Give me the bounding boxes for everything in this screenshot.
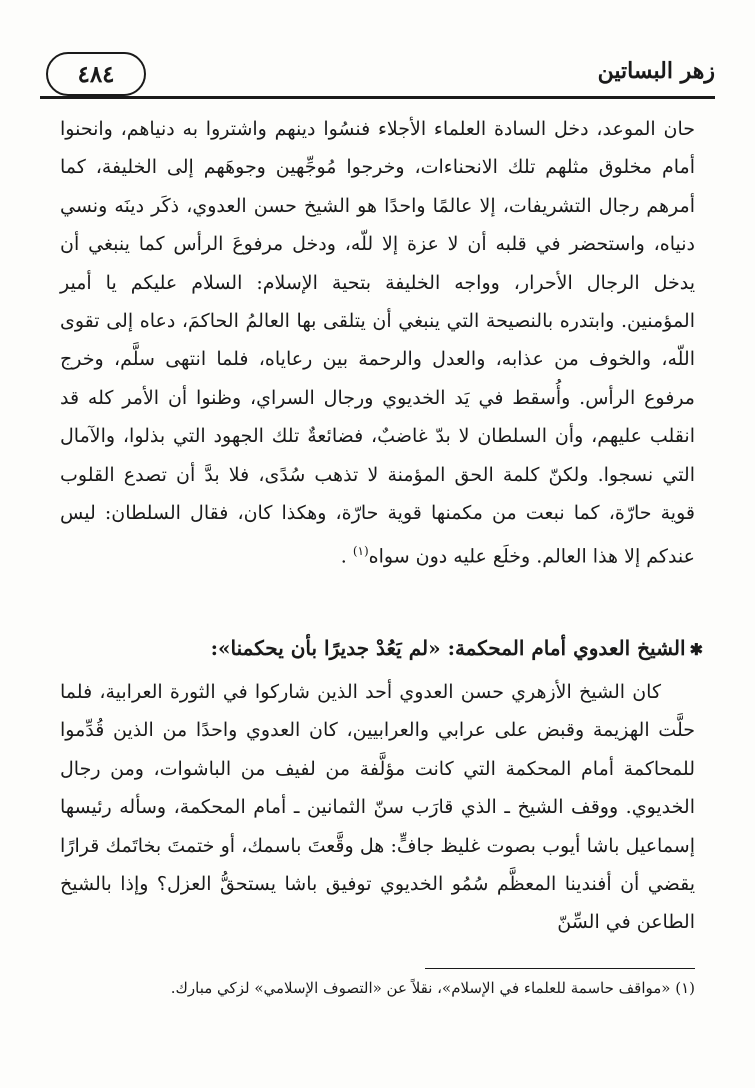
footnote-reference: (١)	[352, 544, 369, 559]
page-header	[40, 52, 715, 100]
section-heading	[60, 628, 703, 670]
page-number: ٤٨٤	[46, 52, 146, 96]
paragraph-2: كان الشيخ الأزهري حسن العدوي أحد الذين شاركوا في الثورة العرابية، فلما حلَّت الهزيمة وقبض على عرابي والعرابيين، كان العدوي واحدًا من الذين قُدِّموا للمحاكمة أمام المحكمة التي كانت مؤلَّفة من لفيف من الباشوات، ومن رجال الخديوي. ووقف الشيخ ـ الذي قارَب سنّ الثمانين ـ أمام المحكمة، وسأله رئيسها إسماعيل باشا أيوب بصوت غليظ جافٍّ: هل وقَّعتَ باسمك، أو ختمتَ بخاتَمك قرارًا يقضي أن أفندينا المعظَّم سُمُو الخديوي توفيق باشا يستحقُّ العزل؟ وإذا بالشيخ الطاعن في السِّنّ	[60, 681, 695, 934]
paragraph-1-end: .	[340, 545, 353, 568]
header-rule	[40, 96, 715, 99]
main-text-continued	[60, 673, 695, 942]
paragraph-1-text: حان الموعد، دخل السادة العلماء الأجلاء فنسُوا دينهم واشتروا به دنياهم، وانحنوا أمام مخلوق مثلهم تلك الانحناءات، وخرجوا مُوجِّهين وجوهَهم إلى الخليفة، كما أمرهم رجال التشريفات، إلا عالمًا واحدًا هو الشيخ حسن العدوي، ذكَر دينَه ونسي دنياه، واستحضر في قلبه أن لا عزة إلا للّه، ودخل مرفوعَ الرأس كما ينبغي أن يدخل الرجال الأحرار، وواجه الخليفة بتحية الإسلام: السلام عليكم يا أمير المؤمنين. وابتدره بالنصيحة التي ينبغي أن يتلقى بها العالمُ الحاكمَ، دعاه إلى تقوى اللّه، والخوف من عذابه، والعدل والرحمة بين رعاياه، فلما انتهى سلَّم، وخرج مرفوع الرأس. وأُسقط في يَد الخديوي ورجال السراي، وظنوا أن الأمر كله قد انقلب عليهم، وأن السلطان لا بدّ غاضبٌ، فضائعةٌ تلك الجهود التي بذلوا، والآمال التي نسجوا. ولكنّ كلمة الحق المؤمنة لا تذهب سُدًى، فلا بدَّ أن تصدع القلوب قوية حارّة، كما نبعت من مكمنها قوية حارّة، وهكذا كان، فقال السلطان: ليس عندكم إلا هذا العالم. وخلَع عليه دون سواه	[60, 118, 695, 568]
footnote-divider	[425, 968, 695, 969]
paragraph-1	[60, 110, 695, 576]
asterisk-icon: ✱	[689, 640, 703, 659]
main-text	[60, 110, 695, 576]
running-title: زهر البساتين	[597, 58, 715, 84]
footnote: (١) «مواقف حاسمة للعلماء في الإسلام»، نقلاً عن «التصوف الإسلامي» لزكي مبارك.	[170, 979, 695, 997]
section-heading-text: الشيخ العدوي أمام المحكمة: «لم يَعُدْ جديرًا بأن يحكمنا»:	[210, 636, 686, 660]
